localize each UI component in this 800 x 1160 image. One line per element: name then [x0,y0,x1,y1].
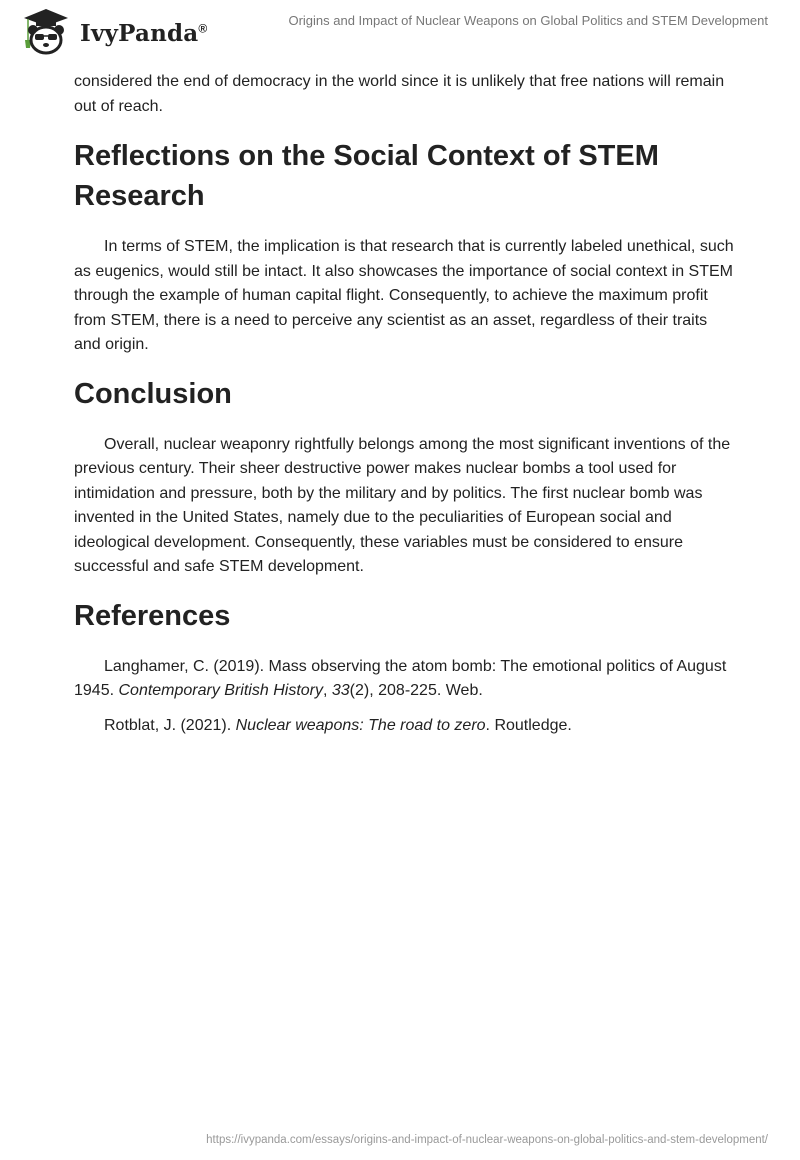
logo-text: IvyPanda® [80,19,208,47]
source-url[interactable]: https://ivypanda.com/essays/origins-and-impact-of-nuclear-weapons-on-global-politics-and-stem-development/ [206,1134,768,1146]
ivypanda-logo[interactable] [18,6,207,56]
panda-graduate-icon [18,6,74,56]
section-heading-references: References [74,599,231,632]
reference-item: Rotblat, J. (2021). Nuclear weapons: The road to zero. Routledge. [104,716,572,734]
essay-content [74,70,734,738]
reflections-paragraph: In terms of STEM, the implication is that research that is currently labeled unethical, such as eugenics, would still be intact. It also showcases the importance of social context in STEM through the example of human capital flight. Consequently, to achieve the maximum profit from STEM, there is a need to perceive any scientist as an asset, regardless of their traits and origin. [74,238,734,353]
conclusion-paragraph: Overall, nuclear weaponry rightfully belongs among the most significant inventions of the previous century. Their sheer destructive power makes nuclear bombs a tool used for intimidation and pressure, both by the military and by politics. The first nuclear bomb was invented in the United States, namely due to the peculiarities of European social and ideological development. Consequently, these variables must be considered to ensure successful and safe STEM development. [74,435,731,575]
intro-paragraph: considered the end of democracy in the world since it is unlikely that free nations will remain out of reach. [74,73,725,115]
section-heading-conclusion: Conclusion [74,377,232,410]
document-title: Origins and Impact of Nuclear Weapons on Global Politics and STEM Development [288,13,768,28]
reference-item: Langhamer, C. (2019). Mass observing the atom bomb: The emotional politics of August 1945. Contemporary British History, 33(2), 208-225. Web. [74,657,727,699]
section-heading-reflections: Reflections on the Social Context of STEM Research [74,140,659,212]
page-header [0,0,800,60]
